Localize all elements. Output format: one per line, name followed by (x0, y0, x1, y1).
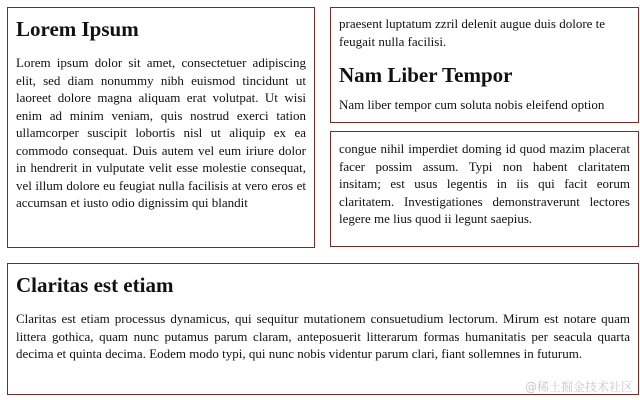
continued-paragraph: praesent luptatum zzril delenit augue duis dolore te feugait nulla facilisi. (339, 16, 606, 49)
column-box-right-bottom (330, 131, 639, 247)
column-box-right-top (330, 7, 639, 123)
section-heading: Nam Liber Tempor (339, 63, 513, 87)
column-box-left (7, 7, 315, 248)
continued-paragraph: congue nihil imperdiet doming id quod mazim placerat facer possim assum. Typi non habent claritatem insitam; est usus legentis in iis qui facit eorum claritatem. Investigationes demonstraverunt lectores legere me lius quod ii legunt saepius. (339, 141, 630, 226)
section-paragraph: Lorem ipsum dolor sit amet, consectetuer adipiscing elit, sed diam nonummy nibh euismod tincidunt ut laoreet dolore magna aliquam erat volutpat. Ut wisi enim ad minim veniam, quis nostrud exerci tation ullamcorper suscipit lobortis nisl ut aliquip ex ea commodo consequat. Duis autem vel eum iriure dolor in hendrerit in vulputate velit esse molestie consequat, vel illum dolore eu feugiat nulla facilisis at vero eros et accumsan et iusto odio dignissim qui blandit (16, 55, 306, 210)
section-heading: Lorem Ipsum (16, 17, 139, 41)
site-watermark: @稀土掘金技术社区 (524, 380, 633, 394)
section-paragraph: Nam liber tempor cum soluta nobis eleifend option (339, 97, 605, 112)
full-width-box (7, 263, 639, 395)
section-heading: Claritas est etiam (16, 273, 174, 297)
section-paragraph: Claritas est etiam processus dynamicus, qui sequitur mutationem consuetudium lectorum. Mirum est notare quam littera gothica, quam nunc putamus parum claram, anteposuerit litterarum formas humanitatis per seacula quarta decima et quinta decima. Eodem modo typi, qui nunc nobis videntur parum clari, fiant sollemnes in futurum. (16, 311, 630, 361)
